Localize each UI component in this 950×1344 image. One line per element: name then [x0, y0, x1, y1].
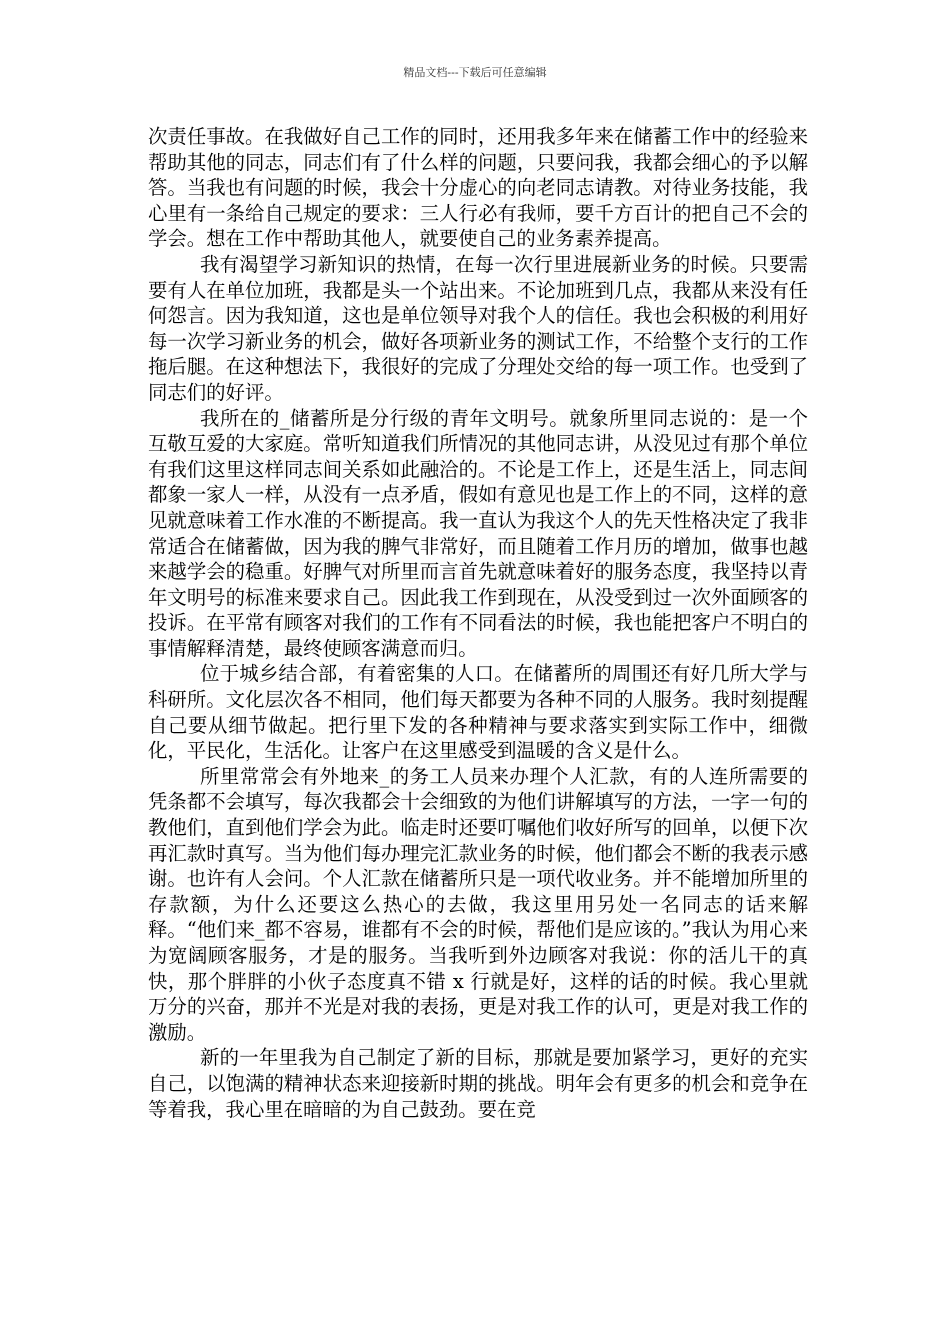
- paragraph-5: 所里常常会有外地来_的务工人员来办理个人汇款，有的人连所需要的凭条都不会填写，每次我都会十会细致的为他们讲解填写的方法，一字一句的教他们，直到他们学会为此。临走时还要叮嘱他们收好所写的回单，以便下次再汇款时真写。当为他们每办理完汇款业务的时候，他们都会不断的我表示感谢。也许有人会问。个人汇款在储蓄所只是一项代收业务。并不能增加所里的存款额，为什么还要这么热心的去做，我这里用另处一名同志的话来解释。“他们来_都不容易，谁都有不会的时候，帮他们是应该的。”我认为用心来为宽阔顾客服务，才是的服务。当我听到外边顾客对我说：你的活儿干的真快，那个胖胖的小伙子态度真不错 x 行就是好，这样的话的时候。我心里就万分的兴奋，那并不光是对我的表扬，更是对我工作的认可，更是对我工作的激励。: [148, 764, 808, 1044]
- paragraph-3: 我所在的_储蓄所是分行级的青年文明号。就象所里同志说的：是一个互敬互爱的大家庭。常听知道我们所情况的其他同志讲，从没见过有那个单位有我们这里这样同志间关系如此融洽的。不论是工作上，还是生活上，同志间都象一家人一样，从没有一点矛盾，假如有意见也是工作上的不同，这样的意见就意味着工作水准的不断提高。我一直认为我这个人的先天性格决定了我非常适合在储蓄做，因为我的脾气非常好，而且随着工作月历的增加，做事也越来越学会的稳重。好脾气对所里而言首先就意味着好的服务态度，我坚持以青年文明号的标准来要求自己。因此我工作到现在，从没受到过一次外面顾客的投诉。在平常有顾客对我们的工作有不同看法的时候，我也能把客户不明白的事情解释清楚，最终使顾客满意而归。: [148, 406, 808, 660]
- paragraph-2: 我有渴望学习新知识的热情，在每一次行里进展新业务的时候。只要需要有人在单位加班，我都是头一个站出来。不论加班到几点，我都从来没有任何怨言。因为我知道，这也是单位领导对我个人的信任。我也会积极的利用好每一次学习新业务的机会，做好各项新业务的测试工作，不给整个支行的工作拖后腿。在这种想法下，我很好的完成了分理处交给的每一项工作。也受到了同志们的好评。: [148, 252, 808, 404]
- paragraph-6: 新的一年里我为自己制定了新的目标，那就是要加紧学习，更好的充实自己，以饱满的精神状态来迎接新时期的挑战。明年会有更多的机会和竞争在等着我，我心里在暗暗的为自己鼓劲。要在竞: [148, 1046, 808, 1121]
- paragraph-1: 次责任事故。在我做好自己工作的同时，还用我多年来在储蓄工作中的经验来帮助其他的同志，同志们有了什么样的问题，只要问我，我都会细心的予以解答。当我也有问题的时候，我会十分虚心的向老同志请教。对待业务技能，我心里有一条给自己规定的要求：三人行必有我师，要千方百计的把自己不会的学会。想在工作中帮助其他人，就要使自己的业务素养提高。: [148, 125, 808, 251]
- page-header: 精品文档---下载后可任意编辑: [403, 66, 547, 79]
- paragraph-4: 位于城乡结合部，有着密集的人口。在储蓄所的周围还有好几所大学与科研所。文化层次各不相同，他们每天都要为各种不同的人服务。我时刻提醒自己要从细节做起。把行里下发的各种精神与要求落实到实际工作中，细微化，平民化，生活化。让客户在这里感受到温暖的含义是什么。: [148, 662, 808, 763]
- document-body: [148, 124, 808, 1122]
